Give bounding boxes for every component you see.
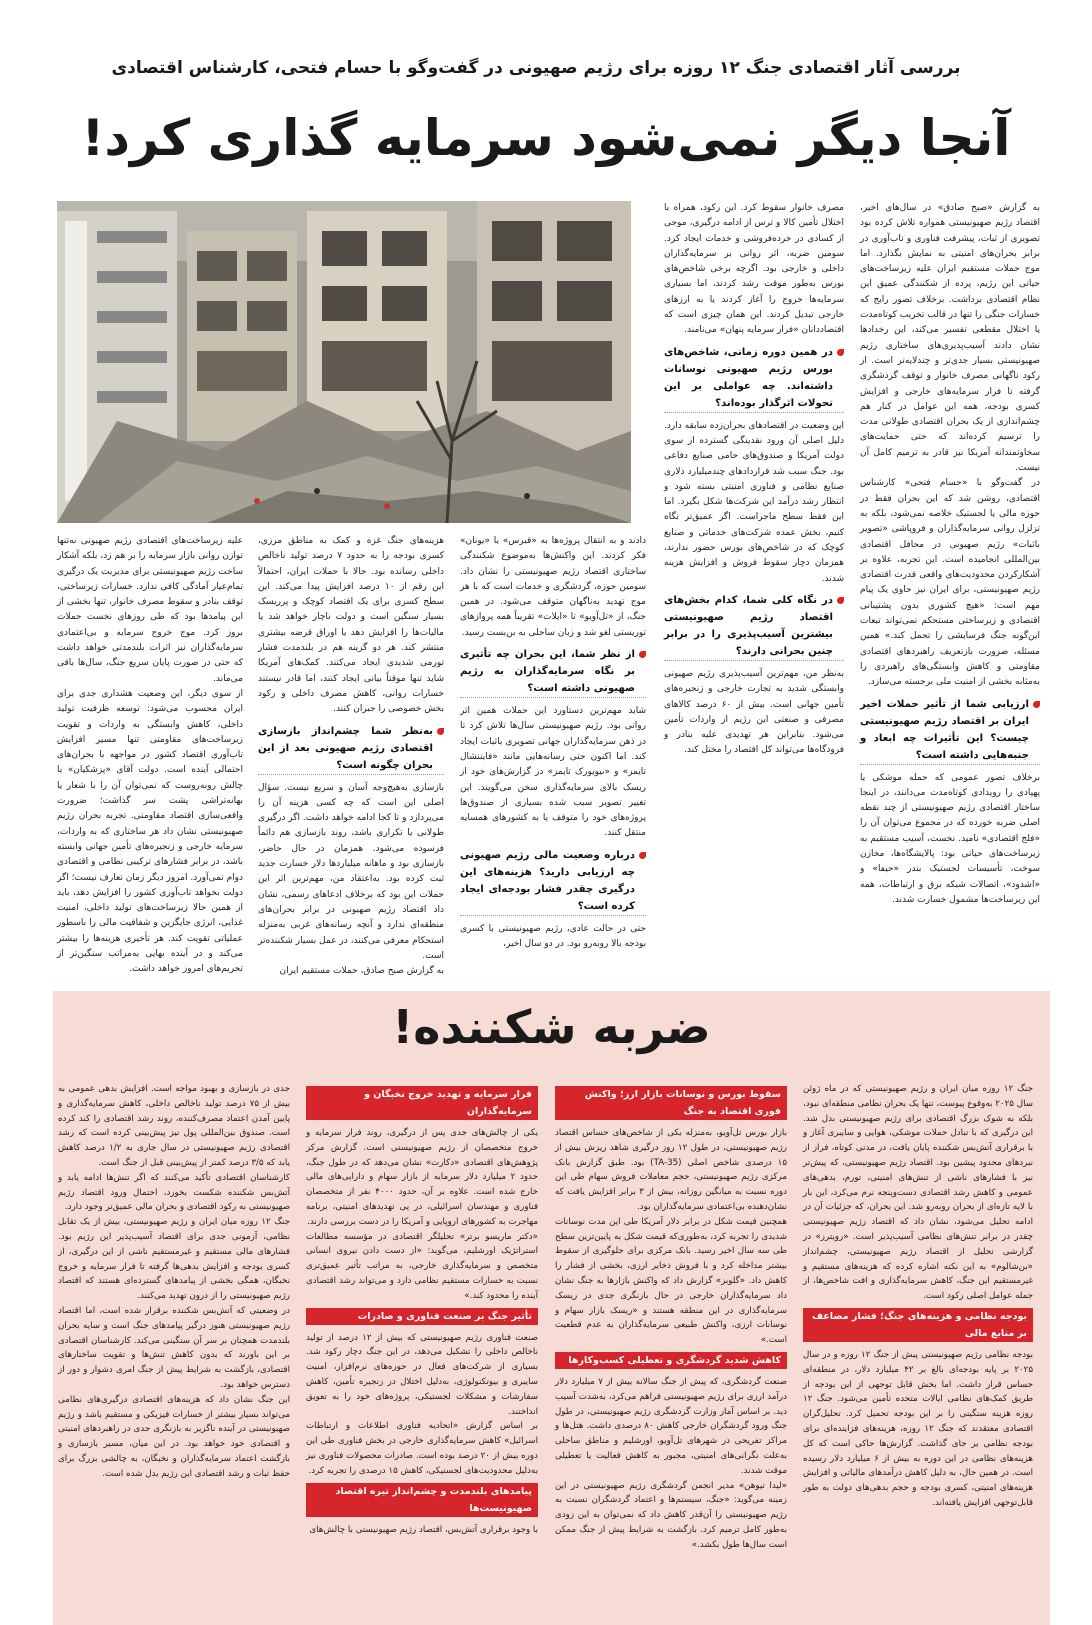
paragraph: یکی از چالش‌های جدی پس از درگیری، روند فرار سرمایه و خروج متخصصان از رژیم صهیونیستی است. گزارش مرکز پژوهش‌های اقتصادی «دکارت» نشان می‌دهد که در طول جنگ، حدود ۲ میلیارد دلار سرمایه از بازار سهام و دارایی‌های مالی خارج شده است. علاوه بر آن، حدود ۴۰۰۰ نفر از متخصصان فناوری و مهندسان اسرائیلی، در پی تهدیدهای امنیتی، برنامه مهاجرت به کشورهای اروپایی و آمریکا را در دست بررسی دارند. [306,1128,538,1227]
paragraph: کارشناسان اقتصادی تأکید می‌کنند که اگر تنش‌ها ادامه یابد و آتش‌بس شکننده شکست بخورد، احتمال ورود اقتصاد رژیم صهیونیستی به رکود اقتصادی و بحران مالی عمیق‌تر وجود دارد. [58,1172,290,1213]
section-subheading: فرار سرمایه و تهدید خروج نخبگان و سرمایه‌گذاران [306,1086,538,1120]
paragraph: مصرف خانوار سقوط کرد. این رکود، همراه با اختلال تأمین کالا و ترس از ادامه درگیری، موجی از کسادی در خرده‌فروشی و خدمات ایجاد کرد. سومین ضربه، اثر روانی بر سرمایه‌گذاران داخلی و خارجی بود. اگرچه برخی شاخص‌های بورس به‌طور موقت رشد کردند، اما بسیاری سرمایه‌ها خروج را آغاز کردند یا به ارزهای خارجی تبدیل کردند. این همان چیزی است که اقتصاددانان «فرار سرمایه پنهان» می‌نامند. [664,203,844,336]
paragraph: بازسازی به‌هیچ‌وجه آسان و سریع نیست. سؤال اصلی این است که چه کسی هزینه آن را می‌پردازد و تا کجا ادامه خواهد داشت. اگر درگیری طولانی یا تکراری باشد، روند بازسازی هم دائماً فرسوده می‌شود. همزمان در حال حاضر، بازسازی بود و ماهانه میلیاردها دلار خسارت جدید ثبت کرده بود. به‌اعتقاد من، مهم‌ترین اثر این حملات این بود که برخلاف ادعاهای رسمی، نشان داد اقتصاد رژیم صهیونی در برابر بحران‌های منطقه‌ای ندارد و آنچه رسانه‌های غربی به‌منزله استحکام معرفی می‌کنند، در عمل بسیار شکننده‌تر است. [258,782,444,961]
interview-question: در همین دوره زمانی، شاخص‌های بورس رژیم صهیونی نوسانات داشته‌اند. چه عواملی بر این تحولات اثرگذار بوده‌اند؟ [664,344,844,413]
interview-question: در نگاه کلی شما، کدام بخش‌های اقتصاد رژیم صهیونیستی بیشترین آسیب‌پذیری را در برابر چنین بحرانی دارند؟ [664,592,844,661]
bottom-title: ضربه شکننده! [392,1000,711,1054]
paragraph: علیه زیرساخت‌های اقتصادی رژیم صهیونی نه‌تنها توازن روانی بازار سرمایه را بر هم زد، بلکه آشکار ساخت رژیم صهیونیستی برای مدیریت یک درگیری تمام‌عیار آمادگی کافی ندارد. خسارات زیرساختی، توقف بنادر و سقوط مصرف خانوار، تنها بخشی از این پیامدها بود که طی روزهای نخست حملات بروز کرد. موج خروج سرمایه و بی‌اعتمادی سرمایه‌گذاران نیز اثرات بلندمدتی خواهد داشت که حتی در صورت پایان سریع جنگ، سال‌ها باقی می‌ماند. [57,536,243,684]
section-subheading: تأثیر جنگ بر صنعت فناوری و صادرات [306,1308,538,1325]
paragraph: جنگ ۱۲ روزه میان ایران و رژیم صهیونیستی، بیش از یک تقابل نظامی، آزمونی جدی برای اقتصاد آسیب‌پذیر این رژیم بود. فشارهای مالی مستقیم و غیرمستقیم ناشی از این درگیری، از کسری بودجه و افزایش بدهی‌ها گرفته تا فرار سرمایه و خروج نخبگان، همگی بخشی از پیامدهای گسترده‌ای هستند که اقتصاد رژیم صهیونیستی را از درون تهدید می‌کنند. [58,1217,290,1302]
article-column-2 [664,201,844,963]
bottom-column-2 [555,1082,787,1602]
paragraph: «لیدا تیوهن» مدیر انجمن گردشگری رژیم صهیونیستی در این زمینه می‌گوید: «جنگ، سیستم‌ها و اعتماد گردشگران نسبت به رژیم صهیونیستی را آن‌قدر کاهش داد که نمی‌توان به این زودی به‌طور کامل ترمیم کرد. بازگشت به شرایط پیش از جنگ ممکن است سال‌ها طول بکشد.» [555,1480,787,1550]
paragraph: همچنین قیمت شکل در برابر دلار آمریکا طی این مدت نوسانات شدیدی را تجربه کرد، به‌طوری‌که قیمت شکل به پایین‌ترین سطح طی سه سال اخیر رسید. بانک مرکزی برای جلوگیری از سقوط بیشتر مداخله کرد و با فروش ذخایر ارزی، بخشی از فشار را کاهش داد. «گلوبز» گزارش داد که واکنش بازارها به جنگ نشان داد سرمایه‌گذاران خارجی در حال بازنگری جدی در ریسک سرمایه‌گذاری در این منطقه هستند و «ریسک بازار سهام و نوسانات ارزی، واکنش طبیعی سرمایه‌گذاران به عدم قطعیت است.» [555,1216,787,1346]
article-column-3 [460,534,646,963]
paragraph: «دکتر ماریسو برتر» تحلیلگر اقتصادی در مؤسسه مطالعات استراتژیک اورشلیم، می‌گوید: «از دست دادن نیروی انسانی متخصص و سرمایه‌گذاری خارجی، به مراتب تأثیر عمیق‌تری نسبت به خسارات مستقیم نظامی دارد و می‌تواند رشد اقتصادی آینده را محدود کند.» [306,1231,538,1301]
paragraph: دادند و به انتقال پروژه‌ها به «قبرس» یا «یونان» فکر کردند. این واکنش‌ها به‌موضوع شکنندگی ساختاری اقتصاد رژیم صهیونیستی را نشان داد. سومین حوزه، گردشگری و خدمات است که با هر موج تهدید به‌ناگهان متوقف می‌شود. در همین جنگ، از «تل‌آویو» تا «ایلات» تقریباً همه پروازهای توریستی لغو شد و زبان ساحلی به بن‌بست رسید. [460,536,646,638]
paragraph: با وجود برقراری آتش‌بس، اقتصاد رژیم صهیونیستی با چالش‌های [309,1524,538,1535]
section-subheading: بودجه نظامی و هزینه‌های جنگ؛ فشار مضاعف بر منابع مالی [803,1308,1033,1342]
paragraph: به گزارش «صبح صادق» در سال‌های اخیر، اقتصاد رژیم صهیونیستی همواره تلاش کرده بود تصویری از ثبات، پیشرفت فناوری و تاب‌آوری در برابر بحران‌های امنیتی به نمایش بگذارد. اما موج حملات مستقیم ایران علیه زیرساخت‌های حیاتی این رژیم، پرده از شکنندگی عمیق این نظام اقتصادی برداشت. برخلاف تصور رایج که خسارات جنگی را تنها در قالب تخریب کوتاه‌مدت یا اختلال مقطعی تفسیر می‌کند، این رخدادها نشان دادند آسیب‌پذیری‌های ساختاری رژیم صهیونیستی بسیار جدی‌تر و چندلایه‌تر است. از رکود ناگهانی مصرف خانوار و توقف گردشگری گرفته تا فرار سرمایه‌های خارجی و افزایش کسری بودجه، همه این عوامل در کنار هم چشم‌اندازی از یک بحران اقتصادی طولانی مدت را ترسیم کرده‌اند که حتی حمایت‌های سخاوتمندانه آمریکا نیز قادر به ترمیم کامل آن نیست. [860,203,1040,474]
article-column-5 [57,534,243,975]
destroyed-buildings-photo [57,201,631,523]
paragraph: به‌نظر من، مهم‌ترین آسیب‌پذیری رژیم صهیونی وابستگی شدید به تجارت خارجی و زنجیره‌های تأمین جهانی است. بیش از ۶۰ درصد کالاهای مصرفی و صنعتی این رژیم از واردات تأمین می‌شود. بنابراین هر تهدیدی علیه بنادر و فرودگاه‌ها می‌تواند کل اقتصاد را مختل کند. [664,668,845,756]
article-column-4 [258,534,444,977]
bottom-column-1 [803,1082,1033,1602]
paragraph: این وضعیت در اقتصادهای بحران‌زده سابقه دارد. دلیل اصلی آن ورود نقدینگی گسترده از سوی دولت آمریکا و صندوق‌های حامی صنایع دفاعی بود. جنگ سبب شد قراردادهای چندمیلیارد دلاری صنایع نظامی و فناوری امنیتی بسته شود و انتظار رشد درآمد این شرکت‌ها شکل بگیرد. اما این فقط سطح ماجراست. اگر عمیق‌تر نگاه کنیم، بخش عمده شرکت‌های خدماتی و صنایع کوچک که در شاخص‌های بورس حضور ندارند، همزمان دچار سقوط فروش و افزایش هزینه شدند. [664,420,844,584]
interview-question: درباره وضعیت مالی رژیم صهیونی چه ارزیابی دارید؟ هزینه‌های این درگیری چقدر فشار بودجه‌ای ایجاد کرده است؟ [460,847,646,916]
bottom-column-3 [306,1082,538,1602]
paragraph: برخلاف تصور عمومی که حمله موشکی یا پهپادی را رویدادی کوتاه‌مدت می‌دانند، در اینجا ساختار اقتصادی رژیم صهیونیستی از چند نقطه اصلی ضربه خورده که در مجموع می‌توان آن را «فلج اقتصادی» نامید. نخست، آسیب مستقیم به زیرساخت‌های حیاتی بود: پالایشگاه‌ها، مخازن سوخت، تأسیسات لجستیک بندر «حیفا» و «اشدود»، اتصالات شبکه برق و ارتباطات، همه این زیرساخت‌ها مشمول خسارت شدند. [860,772,1040,905]
interview-question: از نظر شما، این بحران چه تأثیری بر نگاه سرمایه‌گذاران به رژیم صهیونی داشته است؟ [460,646,646,698]
paragraph: بر اساس گزارش «اتحادیه فناوری اطلاعات و ارتباطات اسرائیل» کاهش سرمایه‌گذاری خارجی در بخش فناوری طی این دوره بیش از ۲۰ درصد بوده است. صادرات محصولات فناوری نیز به‌دلیل محدودیت‌های لجستیکی، کاهش ۱۵ درصدی را تجربه کرد. [306,1421,538,1476]
section-subheading: پیامدهای بلندمدت و چشم‌انداز تیره اقتصاد صهیونیست‌ها [306,1483,538,1517]
paragraph: از سوی دیگر، این وضعیت هشداری جدی برای ایران محسوب می‌شود: توسعه ظرفیت تولید داخلی، کاهش وابستگی به واردات و تقویت زیرساخت‌های مقاومتی تنها مسیر افزایش تاب‌آوری اقتصاد کشور در مواجهه با بحران‌های احتمالی آینده است. دولت آقای «پزشکیان» با چالش روبه‌روست که نمی‌توان آن را با شعار یا بهانه‌تراشی پشت سر گذاشت؛ ضرورت واقعی‌سازی اقتصاد مقاومتی. تجربه بحران رژیم صهیونیستی نشان داد هر ساختاری که به واردات، سرمایه خارجی و زنجیره‌های تأمین جهانی وابسته باشد، در برابر فشارهای ترکیبی نظامی و اقتصادی دوام نمی‌آورد. امروز دیگر زمان تعارف نیست؛ اگر دولت بخواهد تاب‌آوری کشور را افزایش دهد، باید از همین حالا زیرساخت‌های تولید داخلی، امنیت غذایی، انرژی جایگزین و شفافیت مالی را با‌سطور عملیاتی تقویت کند. هر تأخیری هزینه‌ها را بیشتر می‌کند و در آینده بهایی به‌مراتب سنگین‌تر از تحریم‌های امروز خواهد داشت. [57,688,243,975]
paragraph: در وضعیتی که آتش‌بس شکننده برقرار شده است، اما اقتصاد رژیم صهیونیستی هنوز درگیر پیامدهای جنگ است و سایه بحران بلندمدت همچنان بر سر آن سنگینی می‌کند. کارشناسان اقتصادی بر این باورند که بدون کاهش تنش‌ها و تقویت ساختارهای اقتصادی، بازگشت به شرایط پیش از جنگ امری دشوار و دور از دسترس خواهد بود. [58,1305,290,1390]
paragraph: صنعت فناوری رژیم صهیونیستی که بیش از ۱۲ درصد از تولید ناخالص داخلی را تشکیل می‌دهد، در این جنگ دچار رکود شد. بسیاری از شرکت‌های فعال در حوزه‌های نرم‌افزار، امنیت سایبری و بیوتکنولوژی، به‌دلیل اختلال در زنجیره تأمین، کاهش سفارشات و مشکلات لجستیکی، پروژه‌های خود را به تعویق انداختند. [306,1332,538,1417]
paragraph: حتی در حالت عادی، رژیم صهیونیستی با کسری بودجه بالا روبه‌رو بود. در دو سال اخیر، [460,923,646,950]
paragraph: در گفت‌وگو با «حسام فتحی» کارشناس اقتصادی، روشن شد که این بحران فقط در حوزه مالی یا لجستیک خلاصه نمی‌شود، بلکه به تزلزل روانی سرمایه‌گذاران و فروپاشی «تصویر باثبات» رژیم صهیونی در محافل اقتصادی بین‌المللی انجامیده است. این تجربه، علاوه بر آشکارکردن محدودیت‌های واقعی قدرت اقتصادی رژیم صهیونیستی، برای ایران نیز حاوی یک پیام مهم است: «هیچ کشوری بدون پشتیبانی اقتصادی و زیرساختی مستحکم نمی‌تواند تبعات این‌گونه جنگ فرسایشی را تحمل کند.» همین مسئله، ضرورت بازتعریف راهبردهای اقتصادی مقاومتی و کاهش وابستگی‌های راهبردی را به‌مثابه بخشی از امنیت ملی برجسته می‌سازد. [860,478,1040,688]
photo-illustration [57,201,631,523]
interview-question: به‌نظر شما چشم‌انداز بازسازی اقتصادی رژیم صهیونی بعد از این بحران چگونه است؟ [258,723,444,775]
paragraph: جنگ ۱۲ روزه میان ایران و رژیم صهیونیستی که در ماه ژوئن سال ۲۰۲۵ به‌وقوع پیوست، تنها یک بحران نظامی منطقه‌ای نبود، بلکه به شوک بزرگ اقتصادی برای رژیم صهیونیستی بدل شد. این درگیری که با تبادل حملات موشکی، هوایی و سایبری آغاز و با برقراری آتش‌بس شکننده پایان یافت، در مدتی کوتاه، فراز از نبردهای محدود پیشین بود. اقتصاد رژیم صهیونیستی، که پیش‌تر نیز با فشارهای ناشی از تنش‌های امنیتی، تورم، بدهی‌های عمومی و کاهش رشد اقتصادی دست‌وپنجه نرم می‌کرد، این بار با لایه تازه‌ای از بحران روبه‌رو شد. این بحران، که جزئیات آن در ادامه تحلیل می‌شود، نشان داد که اقتصاد رژیم صهیونیستی چقدر در برابر تنش‌های نظامی آسیب‌پذیر است. «رویترز» در گزارشی تحلیل از اقتصاد رژیم صهیونیستی، چشم‌انداز «بن‌شالوم» به این نکته اشاره کرده که هزینه‌های مستقیم و غیرمستقیم این جنگ، کاهش سرمایه‌گذاری و افت شاخص‌ها، از جمله عوامل اصلی رکود است. [803,1084,1033,1302]
bottom-column-4 [58,1082,290,1602]
section-subheading: سقوط بورس و نوسانات بازار ارز؛ واکنش فوری اقتصاد به جنگ [555,1086,787,1120]
paragraph: صنعت گردشگری، که پیش از جنگ سالانه بیش از ۷ میلیارد دلار درآمد ارزی برای رژیم صهیونیستی فراهم می‌کرد، به‌شدت آسیب دید. بر اساس آمار وزارت گردشگری رژیم صهیونیستی، در طول جنگ ورود گردشگران خارجی کاهش ۸۰ درصدی داشت. هتل‌ها و مراکز تفریحی در شهرهای تل‌آویو، اورشلیم و مناطق ساحلی به‌علت نگرانی‌های امنیتی، مجبور به کاهش فعالیت یا تعطیلی موقت شدند. [555,1376,788,1476]
paragraph: به گزارش صبح صادق، حملات مستقیم ایران [279,966,444,977]
paragraph: بازار بورس تل‌آویو، به‌منزله یکی از شاخص‌های حساس اقتصاد رژیم صهیونیستی، در طول ۱۲ روز درگیری شاهد ریزش بیش از ۱۵ درصدی شاخص اصلی (TA-35) بود. طبق گزارش بانک مرکزی رژیم صهیونیستی، حجم معاملات فروش سهام طی این دوره نسبت به میانگین روزانه، بیش از ۳ برابر افزایش یافت که نشان‌دهنده بی‌اعتمادی سرمایه‌گذاران بود. [555,1128,787,1212]
paragraph: این جنگ نشان داد که هزینه‌های اقتصادی درگیری‌های نظامی می‌تواند بسیار بیشتر از خسارات فیزیکی و مستقیم باشد و رژیم صهیونیستی در آینده ناگزیر به بازنگری جدی در راهبردهای امنیتی و اقتصادی خود خواهد بود. در این میان، مسیر بازسازی و بازگشت اعتماد سرمایه‌گذاران و نخبگان، به چالشی بزرگ برای حفظ ثبات و رشد اقتصادی این رژیم بدل شده است. [58,1394,290,1479]
paragraph: بودجه نظامی رژیم صهیونیستی پیش از جنگ ۱۲ روزه و در سال ۲۰۲۵ بر پایه بودجه‌ای بالغ بر ۴۲ میلیارد دلار، در منطقه‌ای حساس قرار داشت. اما بخش قابل توجهی از این بودجه از طریق کمک‌های نظامی ایالات متحده تأمین می‌شود. جنگ ۱۲ روزه هزینه سنگینی را بر این بودجه تحمیل کرد. تحلیل‌گران اقتصادی معتقدند که جنگ ۱۲ روزه، هزینه‌های فزاینده‌ای برای بودجه نظامی بر جای گذاشت. گزارش‌ها حاکی است که کل هزینه‌های نظامی در این دوره به بیش از ۶ میلیارد دلار رسیده است. در همین حال، به دلیل کاهش درآمدهای مالیاتی و افزایش هزینه‌های امنیتی، کسری بودجه و حجم بدهی‌های دولت به طور قابل‌توجهی افزایش یافته‌اند. [803,1349,1033,1508]
headline: آنجا دیگر نمی‌شود سرمایه گذاری کرد! [81,109,1011,167]
article-column-1 [860,201,1040,963]
kicker: بررسی آثار اقتصادی جنگ ۱۲ روزه برای رژیم صهیونی در گفت‌وگو با حسام فتحی، کارشناس اقتصادی [111,58,961,78]
paragraph: هزینه‌های جنگ غزه و کمک به مناطق مرزی، کسری بودجه را به حدود ۷ درصد تولید ناخالص داخلی رسانده بود. حالا با حملات ایران، احتمالاً این رقم از ۱۰ درصد افزایش پیدا می‌کند. این سطح کسری برای یک اقتصاد کوچک و پرریسک بسیار سنگین است و دولت ناچار خواهد شد یا مالیات‌ها را افزایش دهد یا اوراق قرضه بیشتری منتشر کند. هر دو گزینه هم در بلندمدت فشار تورمی شدیدی ایجاد می‌کنند. کمک‌های آمریکا شاید تنها موقتاً بیانی ایجاد کنند، اما قادر نیستند خسارات روانی، کاهش مصرف داخلی و رکود بخش خصوصی را جبران کنند. [258,536,444,715]
interview-question: ارزیابی شما از تأثیر حملات اخیر ایران بر اقتصاد رژیم صهیونیستی چیست؟ این تأثیرات چه ابعاد و جنبه‌هایی داشته است؟ [860,696,1040,765]
section-subheading: کاهش شدید گردشگری و تعطیلی کسب‌وکارها [555,1352,787,1369]
paragraph: شاید مهم‌ترین دستاورد این حملات همین اثر روانی بود. رژیم صهیونیستی سال‌ها تلاش کرد تا در ذهن سرمایه‌گذاران جهانی تصویری باثبات ایجاد کند. اما اکنون حتی رسانه‌هایی مانند «فایننشال تایمز» و «نیویورک تایمز» در گزارش‌های خود از ریسک بالای سرمایه‌گذاری سخن می‌گویند. این تغییر تصویر سبب شده بسیاری از صندوق‌ها پروژه‌های خود را متوقف یا به کشورهای همسایه منتقل کنند. [460,706,646,839]
paragraph: جدی در بازسازی و بهبود مواجه است. افزایش بدهی عمومی به بیش از ۷۵ درصد تولید ناخالص داخلی، کاهش سرمایه‌گذاری و پایین آمدن اعتماد مصرف‌کننده، روند رشد اقتصادی را کند کرده است. صندوق بین‌المللی پول نیز پیش‌بینی کرده است که رشد اقتصادی رژیم صهیونیستی در سال جاری به ۱/۲ درصد کاهش یابد که ۳/۵ درصد کمتر از پیش‌بینی قبل از جنگ است. [58,1084,291,1168]
